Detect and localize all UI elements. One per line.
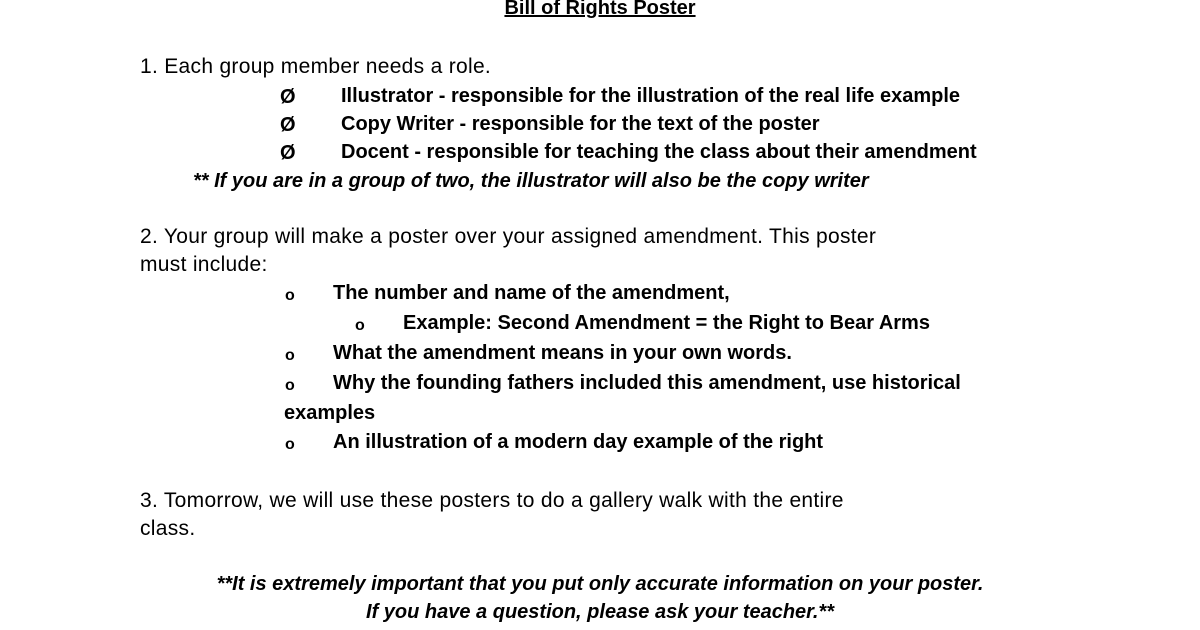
role-text: Docent - responsible for teaching the class about their amendment [341,141,977,163]
step-3-text-line-2: class. [140,517,196,540]
circle-bullet-icon: o [285,436,295,453]
document-title: Bill of Rights Poster [504,0,696,19]
step-2-text-line-2: must include: [140,253,268,276]
requirement-text: The number and name of the amendment, [333,282,730,304]
circle-bullet-icon: o [285,377,295,394]
closing-note-line-2: If you have a question, please ask your teacher.** [366,601,834,623]
step-3-text-line-1: 3. Tomorrow, we will use these posters to do a gallery walk with the entire [140,489,844,512]
role-text: Illustrator - responsible for the illustration of the real life example [341,85,961,107]
requirement-text: Example: Second Amendment = the Right to Bear Arms [403,312,930,334]
circle-bullet-icon: o [355,317,365,334]
requirement-text: examples [284,402,376,424]
role-text: Copy Writer - responsible for the text of the poster [341,113,820,135]
circle-bullet-icon: o [285,347,295,364]
arrow-bullet-icon: Ø [280,86,296,108]
requirement-text: Why the founding fathers included this amendment, use historical [333,372,961,394]
step-2-text-line-1: 2. Your group will make a poster over your assigned amendment. This poster [140,225,877,248]
circle-bullet-icon: o [285,287,295,304]
arrow-bullet-icon: Ø [280,142,296,164]
arrow-bullet-icon: Ø [280,114,296,136]
closing-note-line-1: **It is extremely important that you put only accurate information on your poster. [216,573,984,595]
requirement-text: An illustration of a modern day example of the right [333,431,824,453]
step-1-text: 1. Each group member needs a role. [140,55,492,78]
requirement-text: What the amendment means in your own words. [333,342,792,364]
group-of-two-note: ** If you are in a group of two, the illustrator will also be the copy writer [193,170,869,192]
